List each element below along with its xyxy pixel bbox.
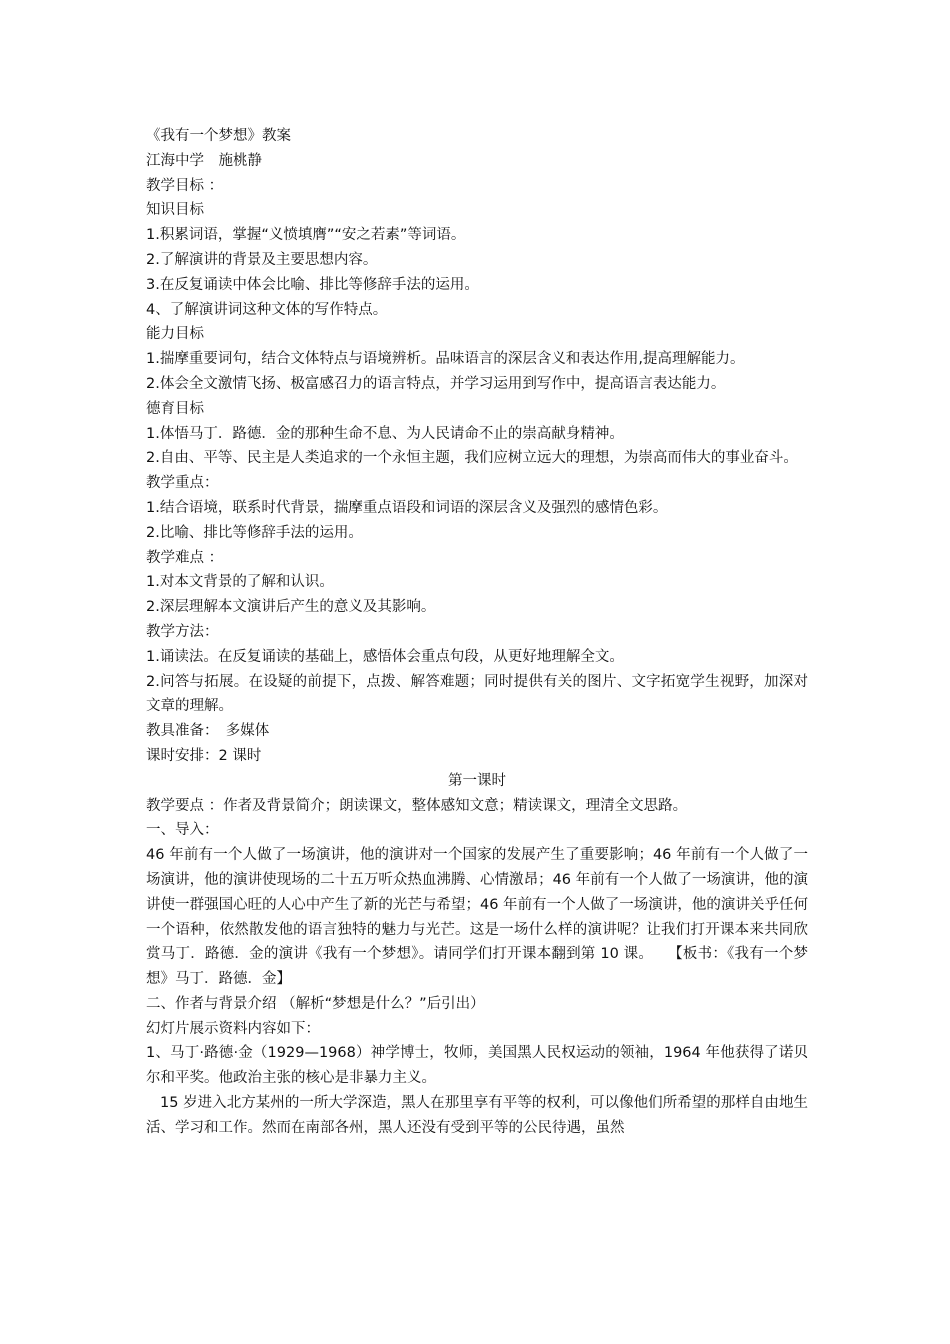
- method-item: 2.问答与拓展。在设疑的前提下，点拨、解答难题；同时提供有关的图片、文字拓宽学生视野，加深对文章的理解。: [146, 673, 808, 715]
- key-point-item: 1.结合语境，联系时代背景，揣摩重点语段和词语的深层含义及强烈的感情色彩。: [146, 499, 668, 516]
- author-line: 江海中学 施桃静: [146, 152, 262, 169]
- difficulty-item: 1.对本文背景的了解和认识。: [146, 574, 334, 591]
- lesson-points: 教学要点 ：作者及背景简介；朗读课文，整体感知文意；精读课文，理清全文思路。: [146, 797, 688, 814]
- methods-heading: 教学方法：: [146, 623, 219, 640]
- knowledge-item: 4、了解演讲词这种文体的写作特点。: [146, 301, 388, 318]
- section-heading: 一、导入：: [146, 822, 219, 839]
- ability-heading: 能力目标: [146, 326, 204, 343]
- difficulty-item: 2.深层理解本文演讲后产生的意义及其影响。: [146, 599, 436, 616]
- section-heading: 二、作者与背景介绍 （解析“梦想是什么？”后引出）: [146, 995, 485, 1012]
- moral-heading: 德育目标: [146, 400, 204, 417]
- section-body: 46 年前有一个人做了一场演讲，他的演讲对一个国家的发展产生了重要影响；46 年前有一个人做了一场演讲，他的演讲使现场的二十五万听众热血沸腾、心情激昂；46 年前有一个人做了一场演讲，他的演讲使一群强国心旺的人心中产生了新的光芒与希望；46 年前有一个人做了一场演讲，他的演讲关乎任何一个语种，依然散发他的语言独特的魅力与光芒。这是一场什么样的演讲呢？让我们打开课本来共同欣赏马丁．路德．金的演讲《我有一个梦想》。请同学们打开课本翻到第 10 课。 【板书：《我有一个梦想》马丁．路德．金】: [146, 847, 808, 988]
- difficulties-heading: 教学难点 ：: [146, 549, 224, 566]
- bio-continuation: 15 岁进入北方某州的一所大学深造，黑人在那里享有平等的权利，可以像他们所希望的那样自由地生活、学习和工作。然而在南部各州，黑人还没有受到平等的公民待遇，虽然: [146, 1095, 808, 1136]
- lesson-heading: 第一课时: [448, 772, 506, 789]
- moral-item: 1.体悟马丁．路德．金的那种生命不息、为人民请命不止的崇高献身精神。: [146, 425, 624, 442]
- bio-item: 1、马丁·路德·金（1929—1968）神学博士，牧师，美国黑人民权运动的领袖，1964 年他获得了诺贝尔和平奖。他政治主张的核心是非暴力主义。: [146, 1045, 808, 1087]
- knowledge-item: 2.了解演讲的背景及主要思想内容。: [146, 251, 378, 268]
- document-title: 《我有一个梦想》教案: [146, 128, 291, 144]
- ability-item: 2.体会全文激情飞扬、极富感召力的语言特点，并学习运用到写作中，提高语言表达能力。: [146, 375, 726, 392]
- moral-item: 2.自由、平等、民主是人类追求的一个永恒主题，我们应树立远大的理想，为崇高而伟大的事业奋斗。: [146, 450, 798, 467]
- knowledge-item: 3.在反复诵读中体会比喻、排比等修辞手法的运用。: [146, 276, 479, 293]
- tools-line: 教具准备： 多媒体: [146, 723, 270, 740]
- key-points-heading: 教学重点：: [146, 475, 219, 492]
- knowledge-item: 1.积累词语，掌握“义愤填膺”“安之若素”等词语。: [146, 227, 466, 244]
- schedule-line: 课时安排：2 课时: [146, 747, 262, 764]
- key-point-item: 2.比喻、排比等修辞手法的运用。: [146, 524, 363, 541]
- method-item: 1.诵读法。在反复诵读的基础上，感悟体会重点句段，从更好地理解全文。: [146, 648, 624, 665]
- ability-item: 1.揣摩重要词句，结合文体特点与语境辨析。品味语言的深层含义和表达作用,提高理解能力。: [146, 351, 745, 368]
- slides-line: 幻灯片展示资料内容如下：: [146, 1020, 320, 1037]
- objectives-heading: 教学目标 ：: [146, 177, 224, 194]
- knowledge-heading: 知识目标: [146, 202, 204, 219]
- lesson-plan-body: [146, 124, 808, 1141]
